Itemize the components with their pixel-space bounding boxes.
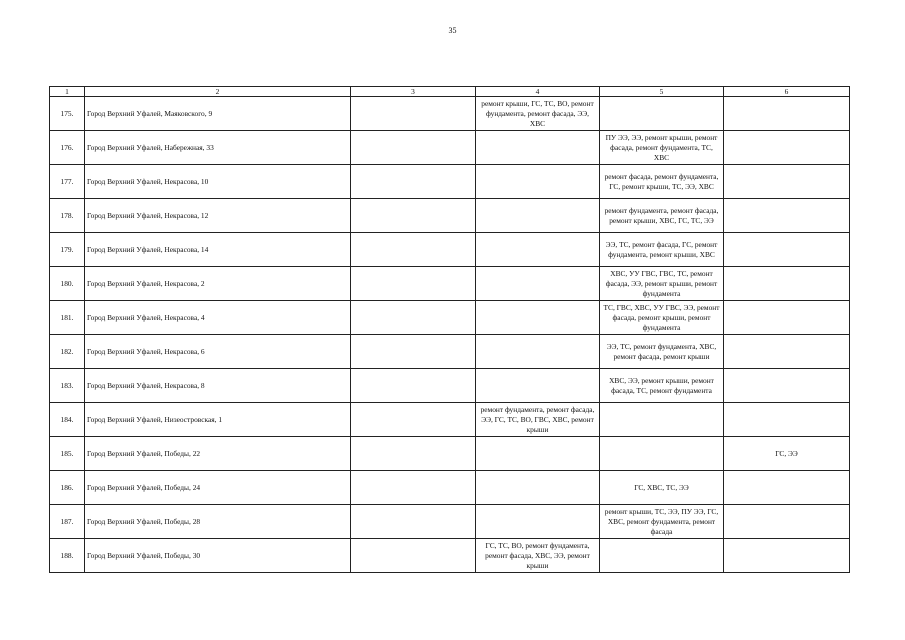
table-row (50, 369, 850, 403)
table-row (50, 267, 850, 301)
column-5-cell: ЭЭ, ТС, ремонт фасада, ГС, ремонт фундамента, ремонт крыши, ХВС (600, 233, 724, 267)
address-cell: Город Верхний Уфалей, Некрасова, 14 (85, 233, 351, 267)
column-6-cell (724, 131, 850, 165)
column-6-cell (724, 369, 850, 403)
column-4-cell (476, 199, 600, 233)
column-header-2: 2 (85, 87, 351, 97)
table-row (50, 505, 850, 539)
address-cell: Город Верхний Уфалей, Низеостровская, 1 (85, 403, 351, 437)
column-3-cell (351, 335, 476, 369)
table-row (50, 403, 850, 437)
page-number: 35 (448, 26, 457, 35)
row-number-cell: 179. (50, 233, 85, 267)
address-cell: Город Верхний Уфалей, Победы, 24 (85, 471, 351, 505)
table-row (50, 165, 850, 199)
table-row (50, 199, 850, 233)
column-5-cell: ремонт фундамента, ремонт фасада, ремонт крыши, ХВС, ГС, ТС, ЭЭ (600, 199, 724, 233)
table-row (50, 131, 850, 165)
column-3-cell (351, 267, 476, 301)
column-3-cell (351, 131, 476, 165)
column-6-cell (724, 471, 850, 505)
column-3-cell (351, 233, 476, 267)
row-number-cell: 177. (50, 165, 85, 199)
column-5-cell (600, 437, 724, 471)
column-header-3: 3 (351, 87, 476, 97)
column-3-cell (351, 437, 476, 471)
column-3-cell (351, 505, 476, 539)
column-header-1: 1 (50, 87, 85, 97)
row-number-cell: 178. (50, 199, 85, 233)
column-6-cell (724, 233, 850, 267)
column-5-cell (600, 403, 724, 437)
column-3-cell (351, 471, 476, 505)
row-number-cell: 185. (50, 437, 85, 471)
table-row (50, 437, 850, 471)
column-3-cell (351, 165, 476, 199)
row-number-cell: 184. (50, 403, 85, 437)
table-row (50, 301, 850, 335)
column-6-cell (724, 267, 850, 301)
row-number-cell: 175. (50, 97, 85, 131)
column-header-5: 5 (600, 87, 724, 97)
table-body (50, 97, 850, 573)
row-number-cell: 188. (50, 539, 85, 573)
column-3-cell (351, 539, 476, 573)
address-cell: Город Верхний Уфалей, Некрасова, 10 (85, 165, 351, 199)
column-4-cell (476, 233, 600, 267)
address-cell: Город Верхний Уфалей, Некрасова, 4 (85, 301, 351, 335)
address-cell: Город Верхний Уфалей, Победы, 30 (85, 539, 351, 573)
column-3-cell (351, 403, 476, 437)
address-cell: Город Верхний Уфалей, Победы, 28 (85, 505, 351, 539)
column-5-cell: ПУ ЭЭ, ЭЭ, ремонт крыши, ремонт фасада, ремонт фундамента, ТС, ХВС (600, 131, 724, 165)
table-row (50, 335, 850, 369)
column-3-cell (351, 301, 476, 335)
column-4-cell (476, 505, 600, 539)
column-3-cell (351, 199, 476, 233)
column-3-cell (351, 369, 476, 403)
table-row (50, 233, 850, 267)
column-4-cell (476, 369, 600, 403)
column-3-cell (351, 97, 476, 131)
column-5-cell: ремонт крыши, ТС, ЭЭ, ПУ ЭЭ, ГС, ХВС, ремонт фундамента, ремонт фасада (600, 505, 724, 539)
column-4-cell (476, 471, 600, 505)
column-4-cell (476, 335, 600, 369)
column-4-cell (476, 131, 600, 165)
row-number-cell: 187. (50, 505, 85, 539)
column-6-cell (724, 301, 850, 335)
column-header-6: 6 (724, 87, 850, 97)
column-6-cell: ГС, ЭЭ (724, 437, 850, 471)
column-5-cell: ремонт фасада, ремонт фундамента, ГС, ремонт крыши, ТС, ЭЭ, ХВС (600, 165, 724, 199)
row-number-cell: 181. (50, 301, 85, 335)
address-cell: Город Верхний Уфалей, Некрасова, 6 (85, 335, 351, 369)
address-cell: Город Верхний Уфалей, Некрасова, 12 (85, 199, 351, 233)
column-6-cell (724, 165, 850, 199)
column-5-cell (600, 97, 724, 131)
row-number-cell: 180. (50, 267, 85, 301)
column-6-cell (724, 539, 850, 573)
table-row (50, 471, 850, 505)
address-cell: Город Верхний Уфалей, Победы, 22 (85, 437, 351, 471)
column-4-cell (476, 267, 600, 301)
column-header-4: 4 (476, 87, 600, 97)
row-number-cell: 183. (50, 369, 85, 403)
address-cell: Город Верхний Уфалей, Некрасова, 2 (85, 267, 351, 301)
address-cell: Город Верхний Уфалей, Некрасова, 8 (85, 369, 351, 403)
column-6-cell (724, 97, 850, 131)
address-cell: Город Верхний Уфалей, Маяковского, 9 (85, 97, 351, 131)
column-5-cell (600, 539, 724, 573)
table-row (50, 97, 850, 131)
column-5-cell: ТС, ГВС, ХВС, УУ ГВС, ЭЭ, ремонт фасада, ремонт крыши, ремонт фундамента (600, 301, 724, 335)
column-5-cell: ХВС, ЭЭ, ремонт крыши, ремонт фасада, ТС, ремонт фундамента (600, 369, 724, 403)
column-4-cell (476, 165, 600, 199)
column-4-cell (476, 437, 600, 471)
column-4-cell: ремонт фундамента, ремонт фасада, ЭЭ, ГС, ТС, ВО, ГВС, ХВС, ремонт крыши (476, 403, 600, 437)
column-4-cell: ГС, ТС, ВО, ремонт фундамента, ремонт фасада, ХВС, ЭЭ, ремонт крыши (476, 539, 600, 573)
column-4-cell: ремонт крыши, ГС, ТС, ВО, ремонт фундамента, ремонт фасада, ЭЭ, ХВС (476, 97, 600, 131)
data-table (49, 86, 850, 573)
column-6-cell (724, 403, 850, 437)
column-4-cell (476, 301, 600, 335)
column-6-cell (724, 505, 850, 539)
table-row (50, 539, 850, 573)
column-6-cell (724, 335, 850, 369)
column-6-cell (724, 199, 850, 233)
row-number-cell: 186. (50, 471, 85, 505)
column-5-cell: ЭЭ, ТС, ремонт фундамента, ХВС, ремонт фасада, ремонт крыши (600, 335, 724, 369)
row-number-cell: 176. (50, 131, 85, 165)
row-number-cell: 182. (50, 335, 85, 369)
header-row (50, 87, 850, 97)
column-5-cell: ХВС, УУ ГВС, ГВС, ТС, ремонт фасада, ЭЭ, ремонт крыши, ремонт фундамента (600, 267, 724, 301)
column-5-cell: ГС, ХВС, ТС, ЭЭ (600, 471, 724, 505)
address-cell: Город Верхний Уфалей, Набережная, 33 (85, 131, 351, 165)
